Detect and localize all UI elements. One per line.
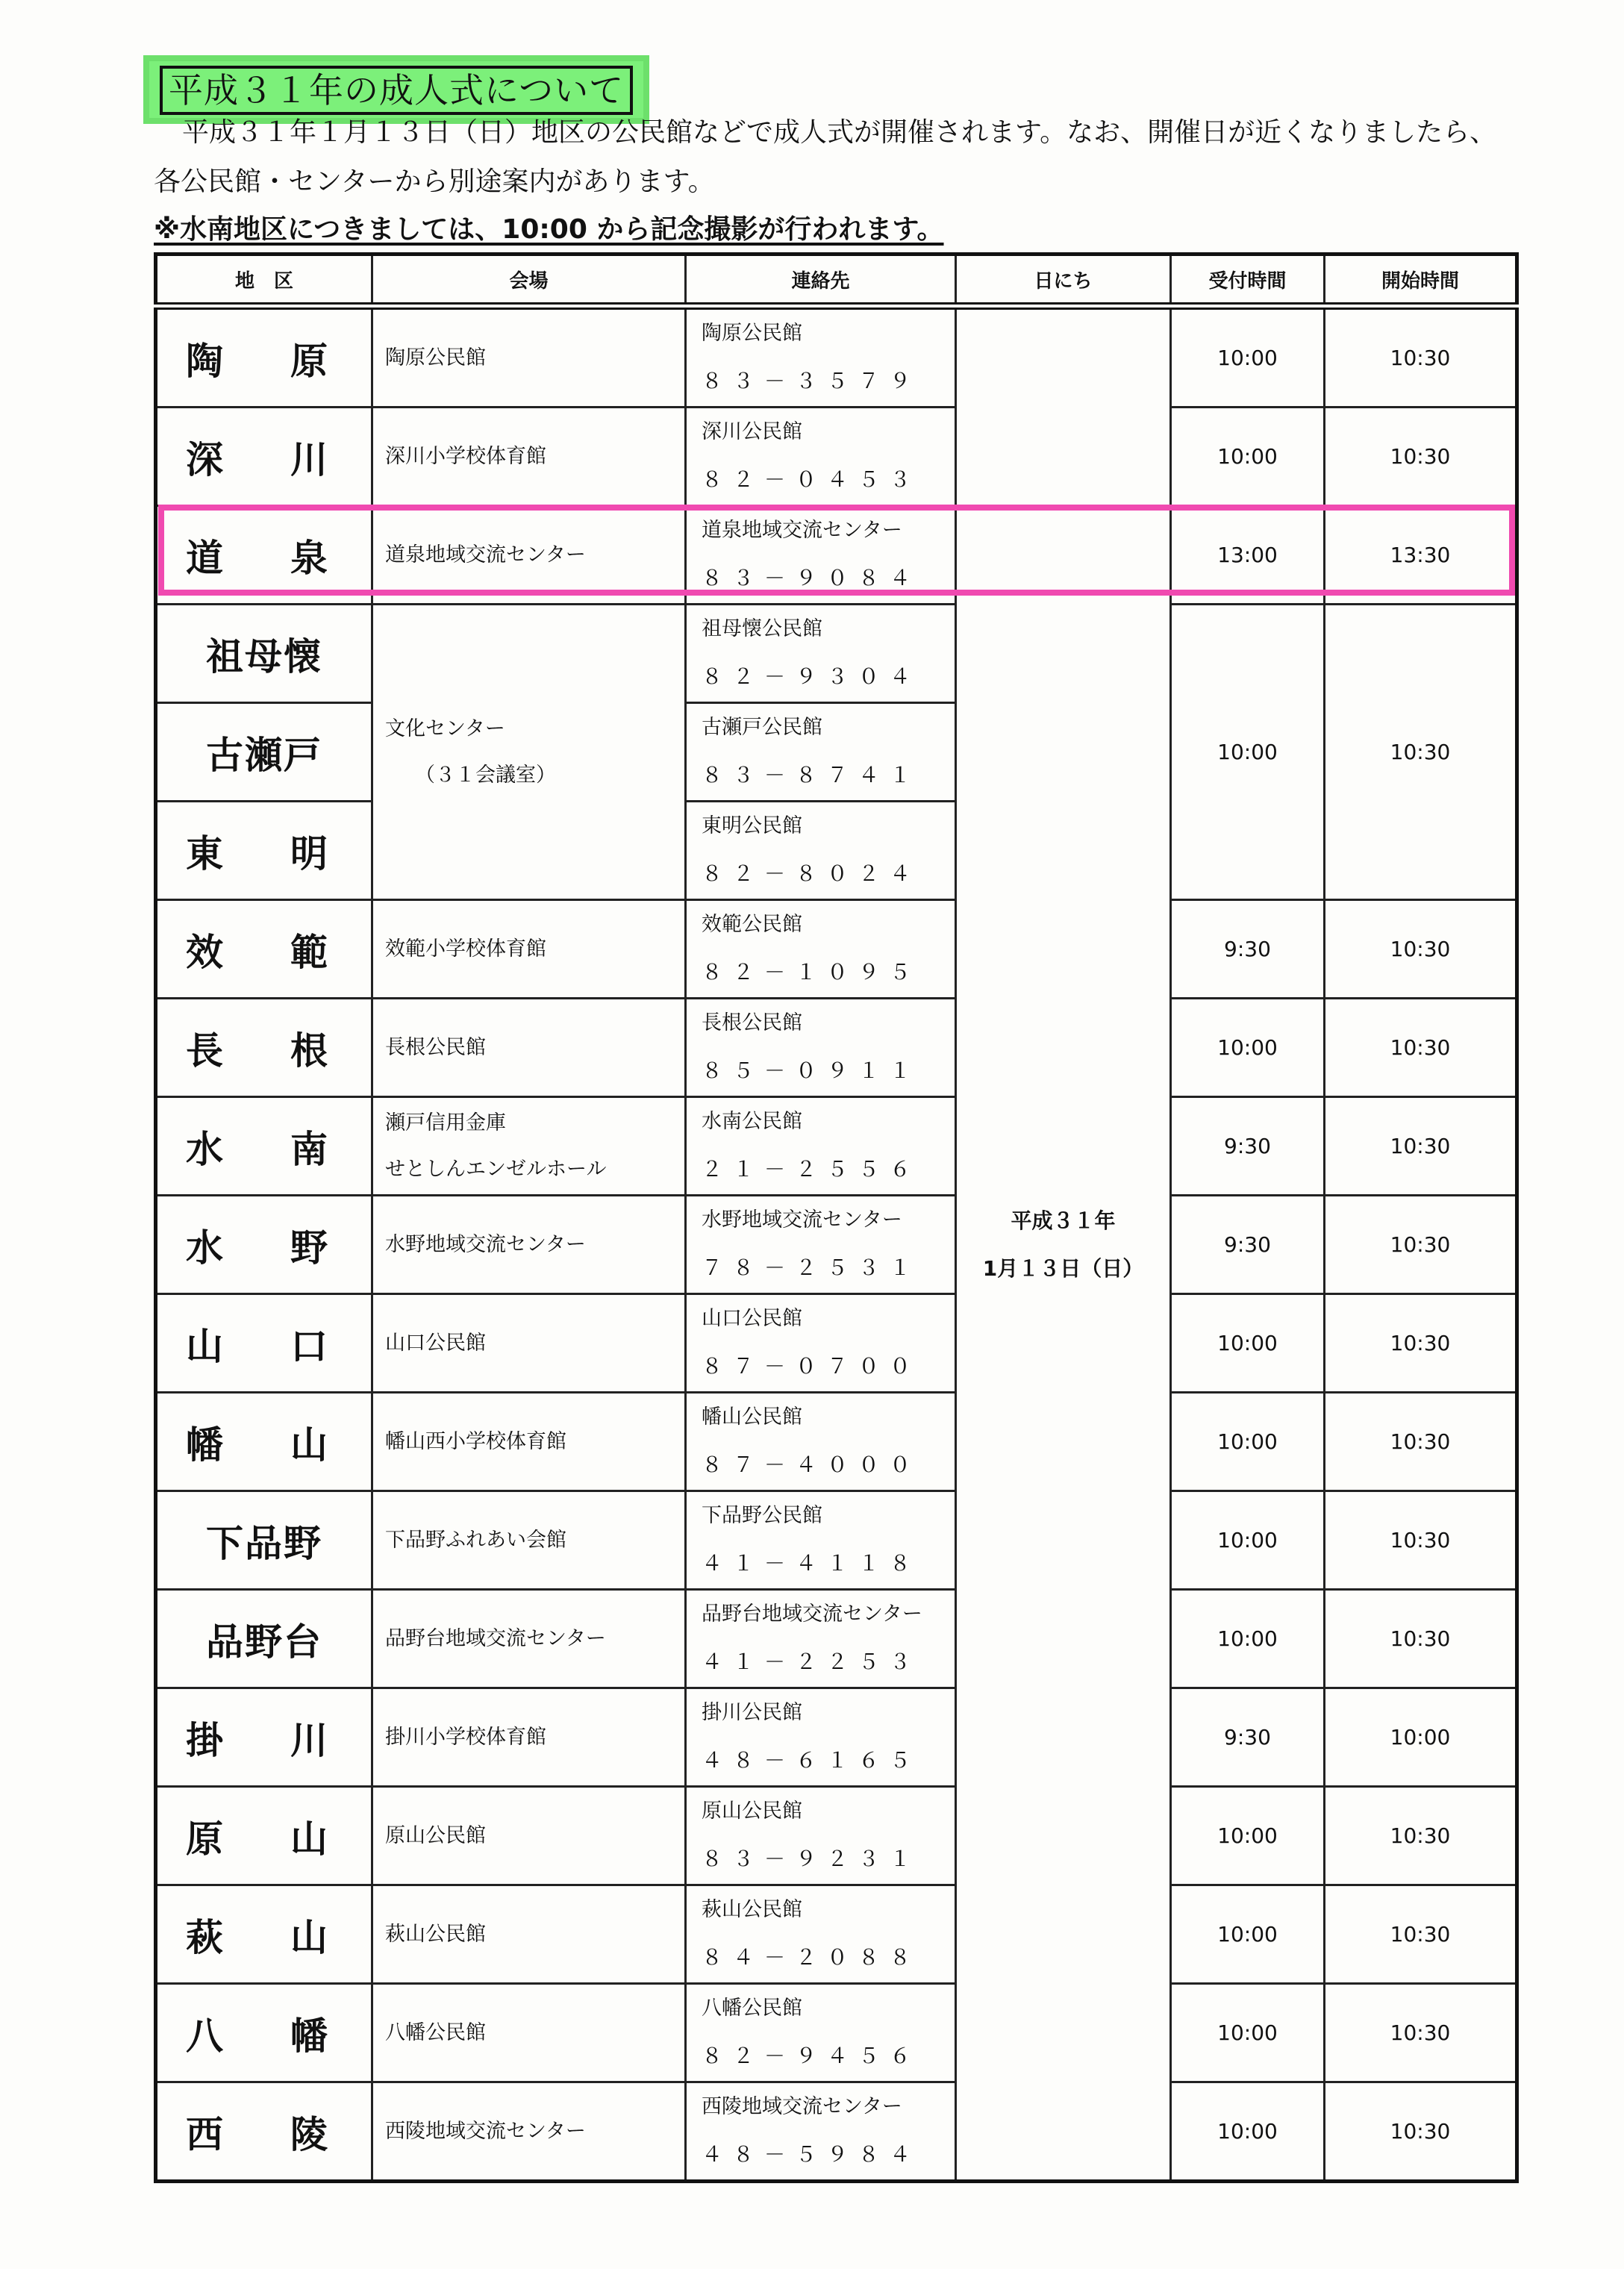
intro-line-1: 平成３１年１月１３日（日）地区の公民館などで成人式が開催されます。なお、開催日が近くなりましたら、 xyxy=(182,117,1497,148)
shared-start-time-cell: 10:30 xyxy=(1325,605,1517,900)
contact-cell xyxy=(686,802,956,900)
contact-name: 陶原公民館 xyxy=(702,322,802,345)
reception-time-cell: 9:30 xyxy=(1171,900,1325,999)
contact-cell xyxy=(686,900,956,999)
contact-name: 東明公民館 xyxy=(702,814,802,837)
start-time-cell: 10:30 xyxy=(1325,408,1517,506)
contact-phone: ８３－８７４１ xyxy=(702,763,922,787)
table-row xyxy=(156,1393,1517,1491)
venue-cell xyxy=(372,408,686,506)
district-cell: 古瀬戸 xyxy=(156,703,372,802)
table-row xyxy=(156,1294,1517,1393)
start-time-cell: 10:30 xyxy=(1325,1787,1517,1885)
contact-name: 原山公民館 xyxy=(702,1800,802,1823)
contact-name: 古瀬戸公民館 xyxy=(702,716,822,739)
district-cell: 長 根 xyxy=(156,999,372,1097)
reception-time-cell: 10:00 xyxy=(1171,408,1325,506)
contact-phone: ４８－６１６５ xyxy=(702,1748,922,1773)
contact-name: 下品野公民館 xyxy=(702,1504,822,1527)
contact-phone: ８２－０４５３ xyxy=(702,467,922,492)
contact-phone: ８７－０７００ xyxy=(702,1354,922,1379)
table-row xyxy=(156,2082,1517,2182)
reception-time-cell: 10:00 xyxy=(1171,306,1325,408)
venue-cell xyxy=(372,1688,686,1787)
contact-name: 長根公民館 xyxy=(702,1011,802,1034)
reception-time-cell: 9:30 xyxy=(1171,1097,1325,1196)
district-cell: 幡 山 xyxy=(156,1393,372,1491)
table-row xyxy=(156,1885,1517,1984)
venue-cell xyxy=(372,1196,686,1294)
contact-phone: ８７－４０００ xyxy=(702,1452,922,1477)
district-cell: 水 南 xyxy=(156,1097,372,1196)
start-time-cell: 10:30 xyxy=(1325,900,1517,999)
reception-time-cell: 10:00 xyxy=(1171,1590,1325,1688)
district-cell: 山 口 xyxy=(156,1294,372,1393)
reception-time-cell: 10:00 xyxy=(1171,1491,1325,1590)
contact-cell xyxy=(686,703,956,802)
contact-cell xyxy=(686,999,956,1097)
venue-cell xyxy=(372,999,686,1097)
table-row xyxy=(156,1590,1517,1688)
contact-cell xyxy=(686,1688,956,1787)
contact-name: 掛川公民館 xyxy=(702,1701,802,1724)
reception-time-cell: 10:00 xyxy=(1171,1294,1325,1393)
contact-name: 水南公民館 xyxy=(702,1110,802,1133)
shared-venue-line-2: （３１会議室） xyxy=(415,763,556,787)
start-time-cell: 10:30 xyxy=(1325,1491,1517,1590)
reception-time-cell: 9:30 xyxy=(1171,1688,1325,1787)
venue-name: 陶原公民館 xyxy=(385,346,486,369)
intro-line-2: 各公民館・センターから別途案内があります。 xyxy=(154,166,715,197)
venue-cell xyxy=(372,306,686,408)
district-cell: 八 幡 xyxy=(156,1984,372,2082)
table-row xyxy=(156,1491,1517,1590)
reception-time-cell: 10:00 xyxy=(1171,1787,1325,1885)
ceremony-schedule-table xyxy=(154,252,1519,2183)
document-title xyxy=(149,61,643,118)
contact-cell xyxy=(686,506,956,605)
start-time-cell: 10:30 xyxy=(1325,1393,1517,1491)
venue-cell xyxy=(372,1787,686,1885)
table-row xyxy=(156,408,1517,506)
district-cell: 效 範 xyxy=(156,900,372,999)
table-row xyxy=(156,1196,1517,1294)
district-cell: 道 泉 xyxy=(156,506,372,605)
contact-phone: ８２－９３０４ xyxy=(702,664,922,689)
venue-name: 下品野ふれあい会館 xyxy=(385,1528,566,1552)
reception-time-cell: 10:00 xyxy=(1171,1984,1325,2082)
table-row xyxy=(156,1984,1517,2082)
start-time-cell: 10:30 xyxy=(1325,1885,1517,1984)
contact-name: 深川公民館 xyxy=(702,420,802,443)
contact-name: 祖母懐公民館 xyxy=(702,617,822,640)
reception-time-cell: 13:00 xyxy=(1171,506,1325,605)
contact-phone: ４８－５９８４ xyxy=(702,2142,922,2167)
start-time-cell: 10:30 xyxy=(1325,1196,1517,1294)
start-time-cell: 10:30 xyxy=(1325,1097,1517,1196)
reception-time-cell: 9:30 xyxy=(1171,1196,1325,1294)
venue-name: 原山公民館 xyxy=(385,1823,486,1847)
table-row xyxy=(156,605,1517,703)
venue-cell xyxy=(372,1393,686,1491)
contact-name: 效範公民館 xyxy=(702,913,802,936)
venue-name: 長根公民館 xyxy=(385,1035,486,1059)
contact-phone: ８３－３５７９ xyxy=(702,369,922,393)
start-time-cell: 10:30 xyxy=(1325,306,1517,408)
contact-name: 品野台地域交流センター xyxy=(702,1602,922,1626)
contact-cell xyxy=(686,1787,956,1885)
contact-name: 水野地域交流センター xyxy=(702,1208,902,1232)
venue-name: 西陵地域交流センター xyxy=(385,2119,586,2143)
date-line-2: 1月１３日（日） xyxy=(982,1255,1144,1281)
district-cell: 下品野 xyxy=(156,1491,372,1590)
venue-name: 水野地域交流センター xyxy=(385,1232,586,1256)
table-row xyxy=(156,506,1517,605)
start-time-cell: 10:30 xyxy=(1325,1984,1517,2082)
venue-name-line-2: せとしんエンゼルホール xyxy=(385,1157,607,1181)
contact-cell xyxy=(686,1097,956,1196)
district-cell: 東 明 xyxy=(156,802,372,900)
intro-note: ※水南地区につきましては、10:00 から記念撮影が行われます。 xyxy=(154,214,944,245)
venue-name: 八幡公民館 xyxy=(385,2020,486,2044)
table-row xyxy=(156,1688,1517,1787)
district-cell: 原 山 xyxy=(156,1787,372,1885)
venue-cell xyxy=(372,1491,686,1590)
table-row xyxy=(156,1787,1517,1885)
header-date: 日にち xyxy=(956,255,1171,307)
contact-cell xyxy=(686,306,956,408)
header-district: 地 区 xyxy=(156,255,372,307)
venue-name: 掛川小学校体育館 xyxy=(385,1725,546,1749)
shared-reception-time-cell: 10:00 xyxy=(1171,605,1325,900)
contact-name: 萩山公民館 xyxy=(702,1898,802,1921)
venue-cell xyxy=(372,1885,686,1984)
contact-phone: ８５－０９１１ xyxy=(702,1058,922,1083)
venue-name: 品野台地域交流センター xyxy=(385,1626,606,1650)
contact-cell xyxy=(686,408,956,506)
reception-time-cell: 10:00 xyxy=(1171,1885,1325,1984)
shared-venue-line-1: 文化センター xyxy=(385,717,505,740)
table-row xyxy=(156,999,1517,1097)
contact-name: 八幡公民館 xyxy=(702,1997,802,2020)
reception-time-cell: 10:00 xyxy=(1171,1393,1325,1491)
contact-cell xyxy=(686,1491,956,1590)
start-time-cell: 10:00 xyxy=(1325,1688,1517,1787)
table-header-row xyxy=(156,255,1517,307)
venue-cell xyxy=(372,1294,686,1393)
contact-phone: ８２－１０９５ xyxy=(702,960,922,984)
venue-cell xyxy=(372,2082,686,2182)
header-venue: 会場 xyxy=(372,255,686,307)
venue-cell xyxy=(372,506,686,605)
contact-cell xyxy=(686,2082,956,2182)
start-time-cell: 10:30 xyxy=(1325,999,1517,1097)
start-time-cell: 13:30 xyxy=(1325,506,1517,605)
contact-phone: ８３－９０８４ xyxy=(702,566,922,590)
table-row xyxy=(156,900,1517,999)
venue-name: 萩山公民館 xyxy=(385,1922,486,1946)
reception-time-cell: 10:00 xyxy=(1171,2082,1325,2182)
header-reception-time: 受付時間 xyxy=(1171,255,1325,307)
venue-name: 深川小学校体育館 xyxy=(385,444,546,468)
contact-cell xyxy=(686,1984,956,2082)
table-row xyxy=(156,306,1517,408)
contact-cell xyxy=(686,1294,956,1393)
contact-phone: ８３－９２３１ xyxy=(702,1847,922,1871)
start-time-cell: 10:30 xyxy=(1325,2082,1517,2182)
venue-name: 道泉地域交流センター xyxy=(385,543,586,567)
date-line-1: 平成３１年 xyxy=(1011,1208,1116,1233)
contact-name: 幡山公民館 xyxy=(702,1405,802,1429)
venue-name: 瀬戸信用金庫 xyxy=(385,1111,506,1134)
contact-cell xyxy=(686,1885,956,1984)
contact-cell xyxy=(686,1393,956,1491)
contact-name: 山口公民館 xyxy=(702,1307,802,1330)
district-cell: 陶 原 xyxy=(156,306,372,408)
document-title-text: 平成３１年の成人式について xyxy=(160,66,633,115)
contact-phone: ７８－２５３１ xyxy=(702,1255,922,1280)
contact-name: 西陵地域交流センター xyxy=(702,2095,902,2118)
venue-name: 山口公民館 xyxy=(385,1331,486,1355)
table-row xyxy=(156,1097,1517,1196)
contact-cell xyxy=(686,605,956,703)
contact-phone: ４１－２２５３ xyxy=(702,1650,922,1674)
start-time-cell: 10:30 xyxy=(1325,1294,1517,1393)
venue-cell xyxy=(372,1097,686,1196)
shared-venue-cell xyxy=(372,605,686,900)
start-time-cell: 10:30 xyxy=(1325,1590,1517,1688)
contact-phone: ８４－２０８８ xyxy=(702,1945,922,1970)
venue-cell xyxy=(372,900,686,999)
venue-cell xyxy=(372,1984,686,2082)
venue-name: 幡山西小学校体育館 xyxy=(385,1429,566,1453)
district-cell: 西 陵 xyxy=(156,2082,372,2182)
date-cell xyxy=(956,306,1171,2182)
district-cell: 品野台 xyxy=(156,1590,372,1688)
contact-name: 道泉地域交流センター xyxy=(702,519,902,542)
header-contact: 連絡先 xyxy=(686,255,956,307)
district-cell: 深 川 xyxy=(156,408,372,506)
contact-phone: ８２－８０２４ xyxy=(702,861,922,886)
contact-phone: ２１－２５５６ xyxy=(702,1157,922,1182)
contact-phone: ４１－４１１８ xyxy=(702,1551,922,1576)
district-cell: 水 野 xyxy=(156,1196,372,1294)
district-cell: 萩 山 xyxy=(156,1885,372,1984)
venue-name: 效範小学校体育館 xyxy=(385,937,546,961)
contact-cell xyxy=(686,1590,956,1688)
district-cell: 掛 川 xyxy=(156,1688,372,1787)
contact-phone: ８２－９４５６ xyxy=(702,2044,922,2068)
header-start-time: 開始時間 xyxy=(1325,255,1517,307)
venue-cell xyxy=(372,1590,686,1688)
district-cell: 祖母懐 xyxy=(156,605,372,703)
reception-time-cell: 10:00 xyxy=(1171,999,1325,1097)
contact-cell xyxy=(686,1196,956,1294)
